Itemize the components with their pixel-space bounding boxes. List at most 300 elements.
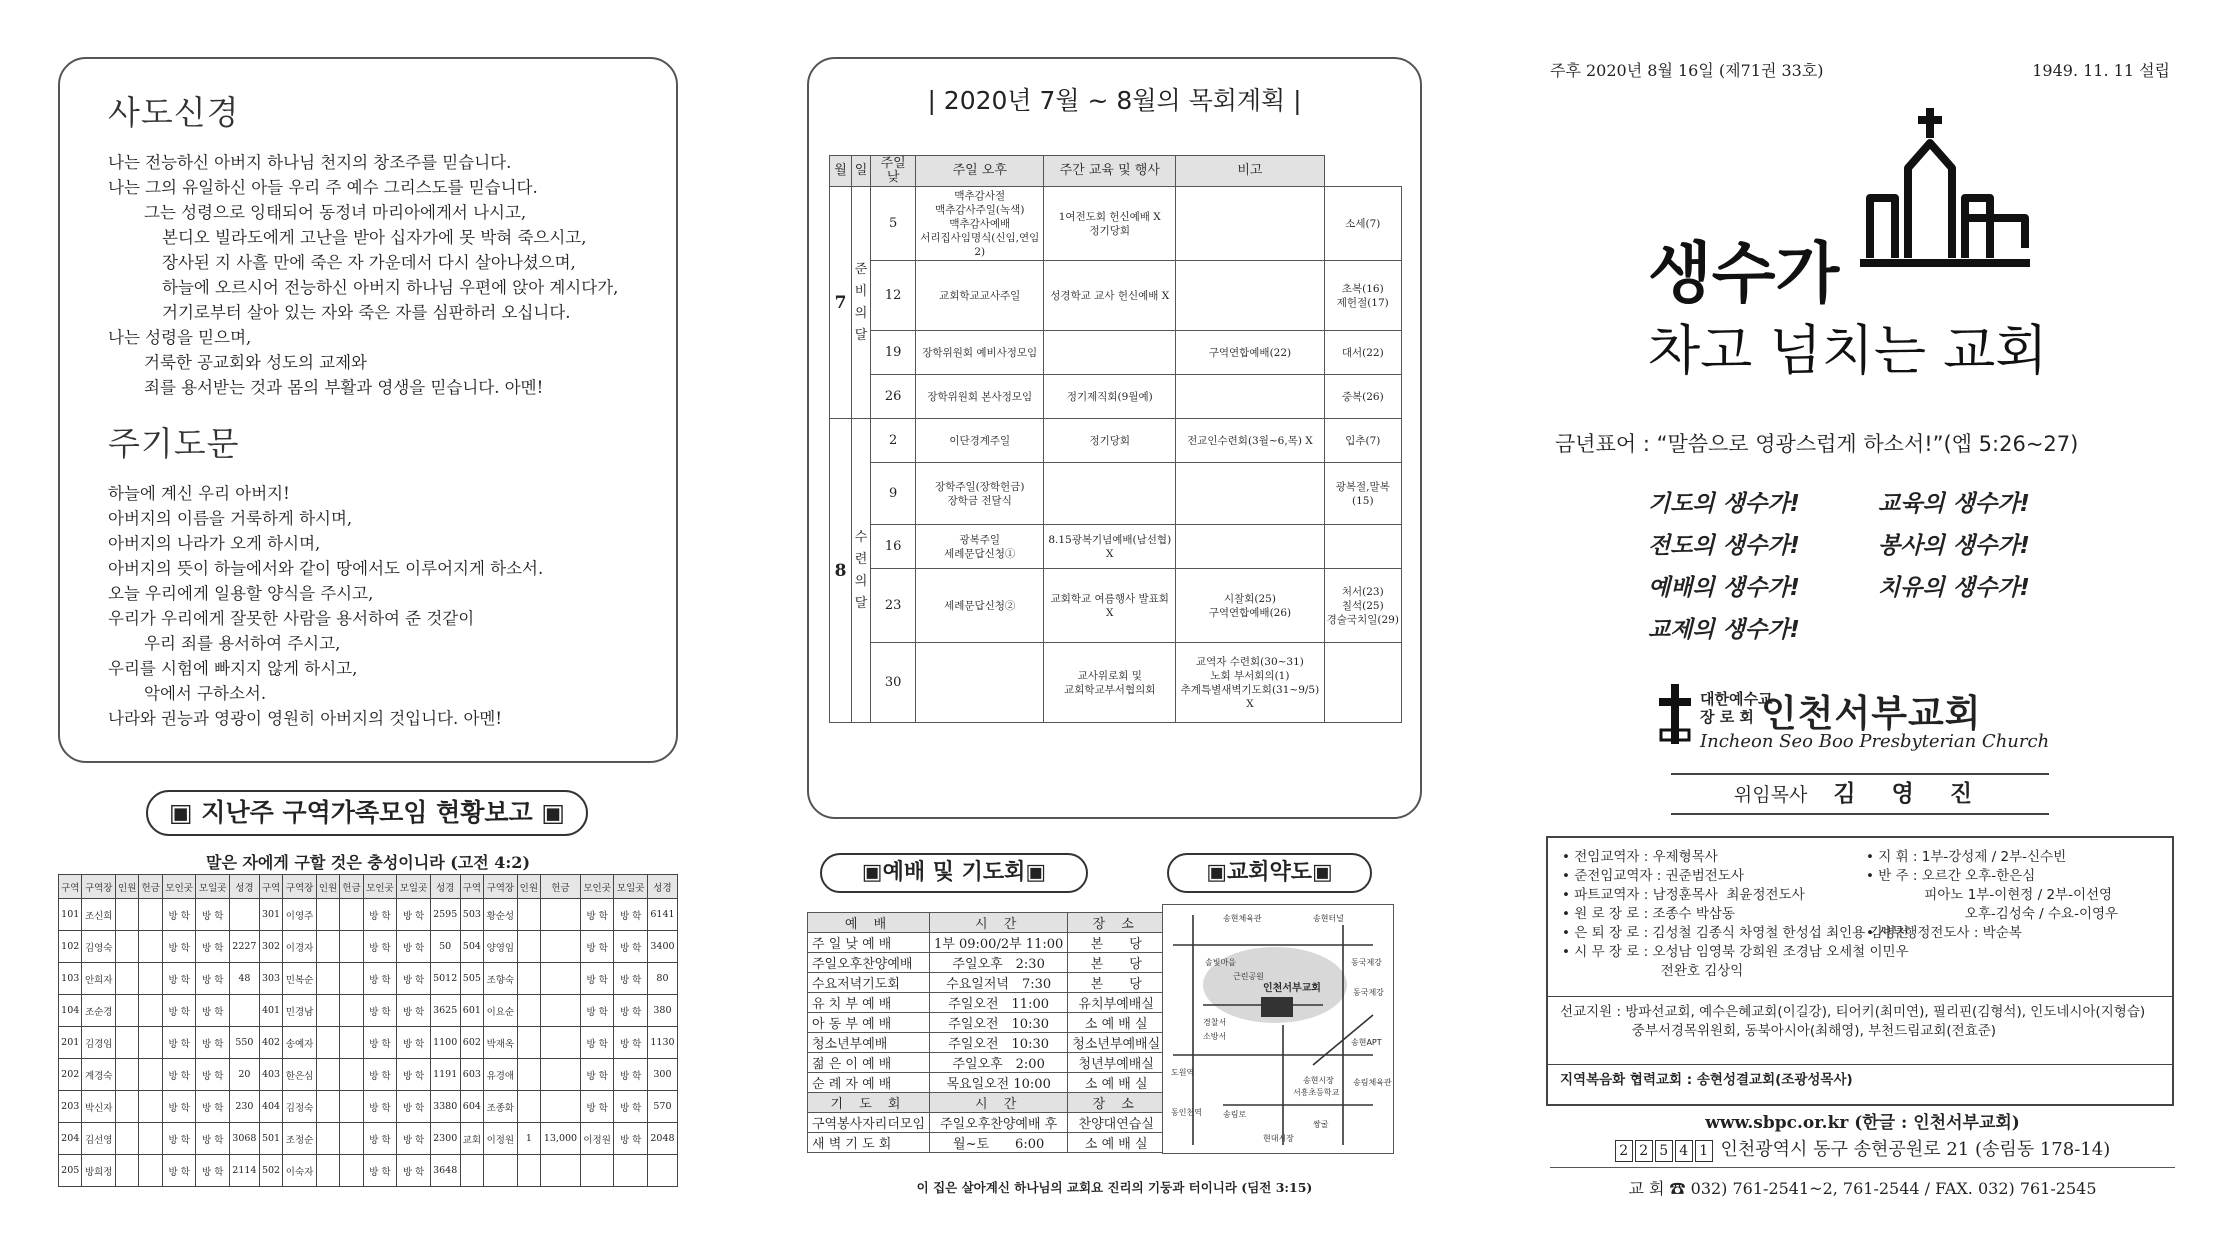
table-row [808,1073,1165,1093]
plan-theme-text: 수련의달 [854,529,868,611]
slogan-item: 예배의 생수가! [1648,575,1800,601]
report-cell: 방 학 [196,931,230,963]
staff-line: • 사무행정전도사 : 박순복 [1866,925,2022,941]
report-cell: 방 학 [196,963,230,995]
report-cell: 505 [460,963,483,995]
plan-note: 소세(7) [1324,187,1401,261]
report-title: ▣ 지난주 구역가족모임 현황보고 ▣ [146,790,588,836]
report-cell: 방 학 [196,1123,230,1155]
plan-week: 시찰회(25) 구역연합예배(26) [1176,569,1324,643]
plan-pm: 교회학교 여름행사 발표회 X [1044,569,1176,643]
report-cell: 504 [460,931,483,963]
report-cell [115,1059,138,1091]
report-cell: 박신자 [82,1091,116,1123]
map-label: 동국제강 [1351,958,1382,967]
plan-header: 월 [830,156,852,187]
services-cell: 본 당 [1068,933,1165,953]
report-header: 구역 [460,875,483,899]
table-row [59,1123,678,1155]
staff-line: 오후-김성숙 / 수요-이영우 [1866,906,2119,922]
report-cell [340,1091,363,1123]
report-cell: 380 [647,995,677,1027]
table-row [808,913,1165,933]
report-cell [139,1059,162,1091]
table-row [808,1093,1165,1113]
services-table [807,912,1165,1153]
report-cell: 방 학 [363,931,397,963]
map-label: 송현APT [1351,1038,1382,1047]
report-cell: 방 학 [397,995,431,1027]
report-cell: 방 학 [162,963,196,995]
services-cell: 수요일저녁 7:30 [930,973,1068,993]
plan-am: 교회학교교사주일 [916,261,1044,331]
report-cell: 방 학 [614,1123,648,1155]
report-cell [580,1155,614,1187]
services-footer-verse: 이 집은 살아계신 하나님의 교회요 진리의 기둥과 터이니라 (딤전 3:15) [916,1180,1313,1195]
services-cell: 본 당 [1068,953,1165,973]
report-cell: 1 [517,1123,540,1155]
services-cell: 유 치 부 예 배 [808,993,930,1013]
report-cell: 302 [259,931,282,963]
table-row [830,525,1402,569]
church-name-korean: 인천서부교회 [1761,692,1982,735]
report-cell: 방 학 [580,995,614,1027]
services-header: 기 도 회 [808,1093,930,1113]
plan-header: 주일 낮 [871,156,916,187]
report-cell: 방 학 [196,1155,230,1187]
plan-am [916,643,1044,723]
report-subtitle: 말은 자에게 구할 것은 충성이니라 (고전 4:2) [205,853,531,872]
report-cell: 민복순 [283,963,317,995]
report-cell: 방 학 [162,1091,196,1123]
table-row [808,1133,1165,1153]
creed-title: 사도신경 [108,93,240,132]
report-cell: 1100 [430,1027,460,1059]
report-cell: 103 [59,963,82,995]
report-header: 인원 [115,875,138,899]
church-book-logo [1850,98,2040,278]
plan-pm [1044,331,1176,375]
services-cell: 구역봉사자리더모임 [808,1113,930,1133]
staff-line: • 지 휘 : 1부-강성제 / 2부-신수빈 [1866,849,2067,865]
plan-note: 입추(7) [1324,419,1401,463]
services-cell: 순 례 자 예 배 [808,1073,930,1093]
brand-line-1: 생수가 [1648,235,1840,312]
report-cell: 안희자 [82,963,116,995]
issue-date: 주후 2020년 8월 16일 (제71권 33호) [1550,61,1824,80]
report-header: 성경 [229,875,259,899]
map-label: 송현체육관 [1223,914,1262,923]
report-cell: 방 학 [363,1027,397,1059]
plan-am: 광복주일 세례문답신청① [916,525,1044,569]
plan-pm: 정기당회 [1044,419,1176,463]
staff-line: • 원 로 장 로 : 조종수 박삼동 [1562,906,1735,922]
report-cell: 조종화 [484,1091,518,1123]
creed-line: 하늘에 오르시어 전능하신 아버지 하나님 우편에 앉아 계시다가, [162,278,619,297]
report-cell [517,963,540,995]
services-cell: 주일오전 10:30 [930,1013,1068,1033]
services-cell: 주일오후찬양예배 후 [930,1113,1068,1133]
report-cell: 방 학 [397,1059,431,1091]
plan-month-theme [852,187,871,419]
staff-line: • 준전임교역자 : 권준범전도사 [1562,868,1744,884]
report-cell: 방 학 [363,1091,397,1123]
services-cell: 1부 09:00/2부 11:00 [930,933,1068,953]
staff-right [1866,848,2118,943]
report-cell: 방 학 [397,931,431,963]
report-cell: 황순성 [484,899,518,931]
report-cell: 방 학 [162,931,196,963]
zip-digit: 5 [1655,1140,1673,1162]
prayer-line: 아버지의 나라가 오게 하시며, [108,534,321,553]
plan-day: 26 [871,375,916,419]
table-row [59,899,678,931]
report-cell: 방 학 [196,1091,230,1123]
report-cell [115,963,138,995]
plan-theme-text: 준비의달 [854,261,868,343]
staff-line: • 파트교역자 : 남정훈목사 최윤정전도사 [1562,887,1805,903]
report-cell [115,995,138,1027]
table-row [808,973,1165,993]
map-label: 쌍굴 [1313,1120,1329,1129]
report-cell: 503 [460,899,483,931]
plan-day: 12 [871,261,916,331]
creed-line: 죄를 용서받는 것과 몸의 부활과 영생을 믿습니다. 아멘! [144,378,544,397]
staff-left [1562,848,1909,981]
table-row [59,1091,678,1123]
report-cell [340,995,363,1027]
report-cell: 방 학 [614,931,648,963]
report-header: 인원 [517,875,540,899]
report-cell: 방 학 [580,899,614,931]
report-header: 구역 [59,875,82,899]
report-header: 성경 [430,875,460,899]
plan-note [1324,525,1401,569]
table-row [59,1027,678,1059]
report-cell: 방 학 [397,963,431,995]
report-cell: 방 학 [196,899,230,931]
partner-church: 지역복음화 협력교회 : 송현성결교회(조광성목사) [1548,1064,2172,1096]
zip-digit: 2 [1615,1140,1633,1162]
creed-line: 거룩한 공교회와 성도의 교제와 [144,353,367,372]
zip-digit: 1 [1695,1140,1713,1162]
report-cell: 방 학 [614,899,648,931]
services-header: 시 간 [930,1093,1068,1113]
report-cell [139,1027,162,1059]
church-address: 2 2 5 4 1 인천광역시 동구 송현공원로 21 (송림동 178-14) [1550,1135,2175,1162]
plan-am: 맥추감사절 맥추감사주일(녹색) 맥추감사예배 서리집사임명식(신임,연임2) [916,187,1044,261]
creed-panel [58,57,678,763]
services-cell: 월~토 6:00 [930,1133,1068,1153]
report-cell: 3380 [430,1091,460,1123]
report-cell: 조향숙 [484,963,518,995]
report-cell: 570 [647,1091,677,1123]
report-cell [316,963,339,995]
plan-panel [807,57,1422,819]
report-cell: 이정원 [580,1123,614,1155]
report-cell: 5012 [430,963,460,995]
report-cell: 김선영 [82,1123,116,1155]
report-cell [316,1059,339,1091]
report-cell [541,1091,581,1123]
plan-am: 이단경계주일 [916,419,1044,463]
report-cell: 601 [460,995,483,1027]
church-cross-logo [1655,682,1695,746]
plan-week: 전교인수련회(3월~6,목) X [1176,419,1324,463]
report-cell: 방 학 [363,963,397,995]
report-cell [541,995,581,1027]
report-cell: 201 [59,1027,82,1059]
report-cell: 방 학 [363,1155,397,1187]
report-cell: 이영주 [283,899,317,931]
report-cell [460,1155,483,1187]
report-cell: 방 학 [397,899,431,931]
slogan-item: 봉사의 생수가! [1878,533,2030,559]
services-cell: 소 예 배 실 [1068,1073,1165,1093]
report-cell: 501 [259,1123,282,1155]
report-cell: 방 학 [397,1155,431,1187]
report-cell: 교회 [460,1123,483,1155]
report-header: 구역장 [82,875,116,899]
services-cell: 아 동 부 예 배 [808,1013,930,1033]
plan-note: 대서(22) [1324,331,1401,375]
services-cell: 찬양대연습실 [1068,1113,1165,1133]
prayer-line: 하늘에 계신 우리 아버지! [108,484,290,503]
table-row [830,463,1402,525]
report-cell: 방 학 [580,1027,614,1059]
map-label: 소방서 [1203,1032,1227,1041]
plan-week [1176,463,1324,525]
services-cell: 목요일오전 10:00 [930,1073,1068,1093]
report-header: 인원 [316,875,339,899]
report-cell: 방 학 [196,1027,230,1059]
report-cell: 80 [647,963,677,995]
plan-week [1176,525,1324,569]
report-cell: 방 학 [614,1091,648,1123]
plan-header: 비고 [1176,156,1324,187]
creed-line: 나는 그의 유일하신 아들 우리 주 예수 그리스도를 믿습니다. [108,178,538,197]
prayer-line: 나라와 권능과 영광이 영원히 아버지의 것입니다. 아멘! [108,709,503,728]
report-cell [115,899,138,931]
report-cell: 300 [647,1059,677,1091]
report-header: 구역장 [484,875,518,899]
report-cell: 6141 [647,899,677,931]
report-cell [340,1059,363,1091]
report-cell: 박재옥 [484,1027,518,1059]
report-cell: 13,000 [541,1123,581,1155]
report-cell [340,931,363,963]
map-label: 동인천역 [1171,1108,1202,1117]
creed-line: 그는 성령으로 잉태되어 동정녀 마리아에게서 나시고, [144,203,527,222]
services-cell: 청소년부예배실 [1068,1033,1165,1053]
report-cell [229,899,259,931]
map-label: 송림로 [1223,1110,1247,1119]
prayer-line: 우리를 시험에 빠지지 않게 하시고, [108,659,358,678]
report-cell [316,899,339,931]
services-cell: 주일오후 2:00 [930,1053,1068,1073]
report-cell: 20 [229,1059,259,1091]
creed-line: 거기로부터 살아 있는 자와 죽은 자를 심판하러 오십니다. [162,303,571,322]
issue-header [1550,58,2170,81]
services-header: 시 간 [930,913,1068,933]
report-cell: 김경임 [82,1027,116,1059]
services-cell: 새 벽 기 도 회 [808,1133,930,1153]
report-cell [647,1155,677,1187]
report-cell: 송예자 [283,1027,317,1059]
map-graphic [1163,905,1393,1153]
table-row [808,933,1165,953]
services-cell: 주 일 낮 예 배 [808,933,930,953]
services-cell: 유치부예배실 [1068,993,1165,1013]
map-label: 현대시장 [1263,1134,1294,1143]
staff-line: • 반 주 : 오르간 오후-한은심 [1866,868,2036,884]
plan-note: 중복(26) [1324,375,1401,419]
map-label: 솔빛마을 [1205,958,1236,967]
report-cell: 방 학 [363,995,397,1027]
services-cell: 주일오후찬양예배 [808,953,930,973]
report-cell: 3400 [647,931,677,963]
zip-digit: 4 [1675,1140,1693,1162]
plan-note [1324,643,1401,723]
report-cell: 방 학 [580,1091,614,1123]
creed-line: 나는 성령을 믿으며, [108,328,252,347]
zip-digit: 2 [1635,1140,1653,1162]
report-cell [517,995,540,1027]
plan-month-number: 7 [834,292,847,313]
prayer-text [108,481,628,731]
church-website[interactable]: www.sbpc.or.kr (한글 : 인천서부교회) [1705,1113,2020,1133]
plan-am: 장학주일(장학헌금) 장학금 전달식 [916,463,1044,525]
map-label: 경찰서 [1203,1018,1227,1027]
map-label: 송현터널 [1313,914,1344,923]
report-cell: 50 [430,931,460,963]
report-cell: 301 [259,899,282,931]
report-cell: 방 학 [162,1027,196,1059]
report-cell [139,995,162,1027]
report-cell: 104 [59,995,82,1027]
report-cell [614,1155,648,1187]
report-cell: 방 학 [580,1059,614,1091]
report-cell: 방 학 [162,1059,196,1091]
map-title: ▣교회약도▣ [1167,853,1372,893]
report-cell: 방 학 [397,1091,431,1123]
prayer-line: 우리가 우리에게 잘못한 사람을 용서하여 준 것같이 [108,609,475,628]
report-cell: 조신희 [82,899,116,931]
pastor-role: 위임목사 [1733,784,1808,806]
report-cell: 민경남 [283,995,317,1027]
report-cell [541,931,581,963]
report-cell [517,931,540,963]
table-row [830,261,1402,331]
report-cell: 303 [259,963,282,995]
staff-line: • 시 무 장 로 : 오성남 임영북 강희원 조경남 오세철 이민우 [1562,944,1909,960]
plan-note: 처서(23) 칠석(25) 경술국치일(29) [1324,569,1401,643]
report-cell [115,931,138,963]
report-cell: 402 [259,1027,282,1059]
report-cell: 205 [59,1155,82,1187]
map-label: 송현시장 [1303,1076,1334,1085]
plan-header: 주일 오후 [916,156,1044,187]
staff-line: 피아노 1부-이현정 / 2부-이선영 [1866,887,2113,903]
report-cell: 방 학 [397,1123,431,1155]
brand-line-2: 차고 넘치는 교회 [1648,319,2048,382]
report-cell [340,899,363,931]
table-row [830,187,1402,261]
services-cell: 주일오전 11:00 [930,993,1068,1013]
services-cell: 청년부예배실 [1068,1053,1165,1073]
services-header: 장 소 [1068,913,1165,933]
table-row [59,1059,678,1091]
report-header: 구역장 [283,875,317,899]
report-cell: 230 [229,1091,259,1123]
report-cell [541,899,581,931]
report-cell: 1191 [430,1059,460,1091]
report-cell [139,1155,162,1187]
report-cell [115,1123,138,1155]
report-cell: 이경자 [283,931,317,963]
creed-text [108,150,628,400]
plan-am: 장학위원회 본사정모임 [916,375,1044,419]
report-cell [115,1027,138,1059]
table-row [808,1053,1165,1073]
report-cell: 방 학 [196,995,230,1027]
report-cell: 방 학 [162,1123,196,1155]
table-row [808,953,1165,973]
report-header: 모일곳 [614,875,648,899]
table-row [808,993,1165,1013]
slogan-item: 치유의 생수가! [1878,575,2030,601]
report-cell [541,1027,581,1059]
denomination: 대한예수교 장 로 회 [1700,690,1773,726]
creed-line: 본디오 빌라도에게 고난을 받아 십자가에 못 박혀 죽으시고, [162,228,587,247]
plan-week [1176,261,1324,331]
table-row [830,375,1402,419]
table-row [808,1113,1165,1133]
report-cell: 204 [59,1123,82,1155]
report-cell: 1130 [647,1027,677,1059]
report-cell [517,1155,540,1187]
report-cell: 202 [59,1059,82,1091]
report-cell [484,1155,518,1187]
prayer-line: 아버지의 이름을 거룩하게 하시며, [108,509,353,528]
report-cell: 이숙자 [283,1155,317,1187]
report-cell: 401 [259,995,282,1027]
report-header: 헌금 [541,875,581,899]
report-cell: 방 학 [363,1123,397,1155]
plan-month-theme [852,419,871,723]
table-row [830,643,1402,723]
plan-table [829,155,1402,723]
table-row [59,963,678,995]
slogan-item: 기도의 생수가! [1648,491,1800,517]
creed-line: 나는 전능하신 아버지 하나님 천지의 창조주를 믿습니다. [108,153,512,172]
church-map [1162,904,1394,1154]
prayer-line: 우리 죄를 용서하여 주시고, [144,634,341,653]
report-cell: 방 학 [162,899,196,931]
services-cell: 소 예 배 실 [1068,1013,1165,1033]
pastor-line [1671,773,2049,815]
services-cell: 청소년부예배 [808,1033,930,1053]
report-cell: 2114 [229,1155,259,1187]
report-cell [541,1059,581,1091]
pastor-name: 김 영 진 [1833,780,1987,807]
report-cell: 404 [259,1091,282,1123]
plan-day: 9 [871,463,916,525]
plan-week [1176,187,1324,261]
map-label: 도원역 [1171,1068,1195,1077]
report-cell [316,1091,339,1123]
table-row [808,1013,1165,1033]
